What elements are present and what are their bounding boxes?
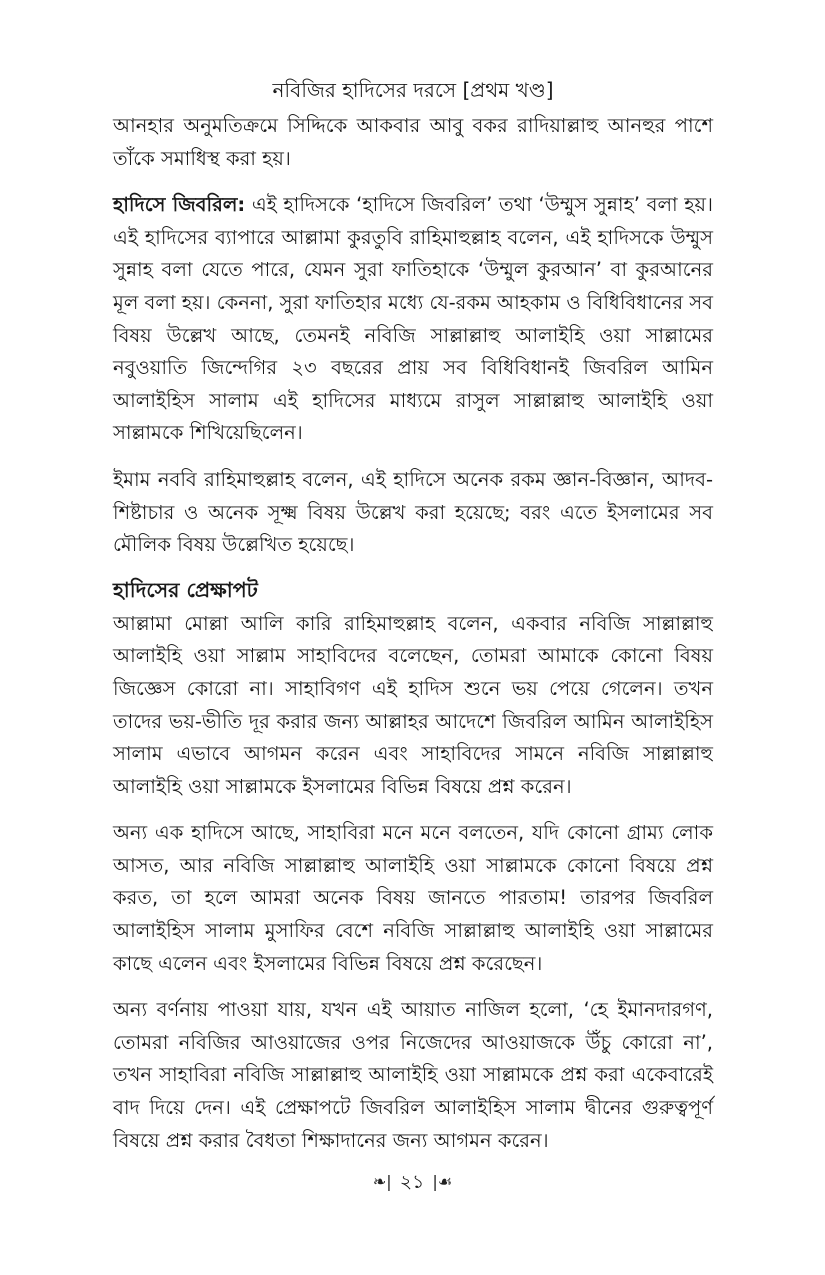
ornament-left-icon: ❧ [372,1172,387,1191]
paragraph-other-hadith: অন্য এক হাদিসে আছে, সাহাবিরা মনে মনে বলতেন, যদি কোনো গ্রাম্য লোক আসত, আর নবিজি সাল্লাল্লাহু আলাইহি ওয়া সাল্লামকে কোনো বিষয়ে প্রশ্ন করত, তা হলে আমরা অনেক বিষয় জানতে পারতাম! তারপর জিবরিল আলাইহিস সালাম মুসাফির বেশে নবিজি সাল্লাল্লাহু আলাইহি ওয়া সাল্লামের কাছে এলেন এবং ইসলামের বিভিন্ন বিষয়ে প্রশ্ন করেছেন। [113,821,713,975]
paragraph-background: আল্লামা মোল্লা আলি কারি রাহিমাহুল্লাহ বলেন, একবার নবিজি সাল্লাল্লাহু আলাইহি ওয়া সাল্লাম সাহাবিদের বলেছেন, তোমরা আমাকে কোনো বিষয় জিজ্ঞেস কোরো না। সাহাবিগণ এই হাদিস শুনে ভয় পেয়ে গেলেন। তখন তাদের ভয়-ভীতি দূর করার জন্য আল্লাহর আদেশে জিবরিল আমিন আলাইহিস সালাম এভাবে আগমন করেন এবং সাহাবিদের সামনে নবিজি সাল্লাল্লাহু আলাইহি ওয়া সাল্লামকে ইসলামের বিভিন্ন বিষয়ে প্রশ্ন করেন। [113,611,713,798]
divider-left: | [386,1172,392,1191]
paragraph-continuation: আনহার অনুমতিক্রমে সিদ্দিকে আকবার আবু বকর রাদিয়াল্লাহু আনহুর পাশে তাঁকে সমাধিস্থ করা হয়। [113,114,713,170]
running-header: নবিজির হাদিসের দরসে [প্রথম খণ্ড] [272,78,554,102]
page-body [113,76,713,1157]
paragraph-body: এই হাদিসকে ‘হাদিসে জিবরিল’ তথা ‘উম্মুস সুন্নাহ’ বলা হয়। এই হাদিসের ব্যাপারে আল্লামা কুরতুবি রাহিমাহুল্লাহ বলেন, এই হাদিসকে উম্মুস সুন্নাহ বলা যেতে পারে, যেমন সুরা ফাতিহাকে ‘উম্মুল কুরআন’ বা কুরআনের মূল বলা হয়। কেননা, সুরা ফাতিহার মধ্যে যে-রকম আহকাম ও বিধিবিধানের সব বিষয় উল্লেখ আছে, তেমনই নবিজি সাল্লাল্লাহু আলাইহি ওয়া সাল্লামের নবুওয়াতি জিন্দেগির ২৩ বছরের প্রায় সব বিধিবিধানই জিবরিল আমিন আলাইহিস সালাম এই হাদিসের মাধ্যমে রাসুল সাল্লাল্লাহু আলাইহি ওয়া সাল্লামকে শিখিয়েছিলেন। [113,193,713,445]
section-heading: হাদিসের প্রেক্ষাপট [113,577,258,602]
paragraph-hadith-jibril [113,189,713,450]
page-number: ২১ [399,1171,425,1193]
paragraph-lead-term: হাদিসে জিবরিল: [113,193,246,217]
paragraph-other-narration: অন্য বর্ণনায় পাওয়া যায়, যখন এই আয়াত নাজিল হলো, ‘হে ইমানদারগণ, তোমরা নবিজির আওয়াজের ওপর নিজেদের আওয়াজকে উঁচু কোরো না’, তখন সাহাবিরা নবিজি সাল্লাল্লাহু আলাইহি ওয়া সাল্লামকে প্রশ্ন করা একেবারেই বাদ দিয়ে দেন। এই প্রেক্ষাপটে জিবরিল আলাইহিস সালাম দ্বীনের গুরুত্বপূর্ণ বিষয়ে প্রশ্ন করার বৈধতা শিক্ষাদানের জন্য আগমন করেন। [113,998,713,1152]
ornament-right-icon: ☙ [437,1172,453,1191]
divider-right: | [432,1172,438,1191]
page-footer [0,1168,825,1196]
paragraph-imam-nawawi: ইমাম নববি রাহিমাহুল্লাহ বলেন, এই হাদিসে অনেক রকম জ্ঞান-বিজ্ঞান, আদব-শিষ্টাচার ও অনেক সূক্ষ্ম বিষয় উল্লেখ করা হয়েছে; বরং এতে ইসলামের সব মৌলিক বিষয় উল্লেখিত হয়েছে। [113,467,713,557]
